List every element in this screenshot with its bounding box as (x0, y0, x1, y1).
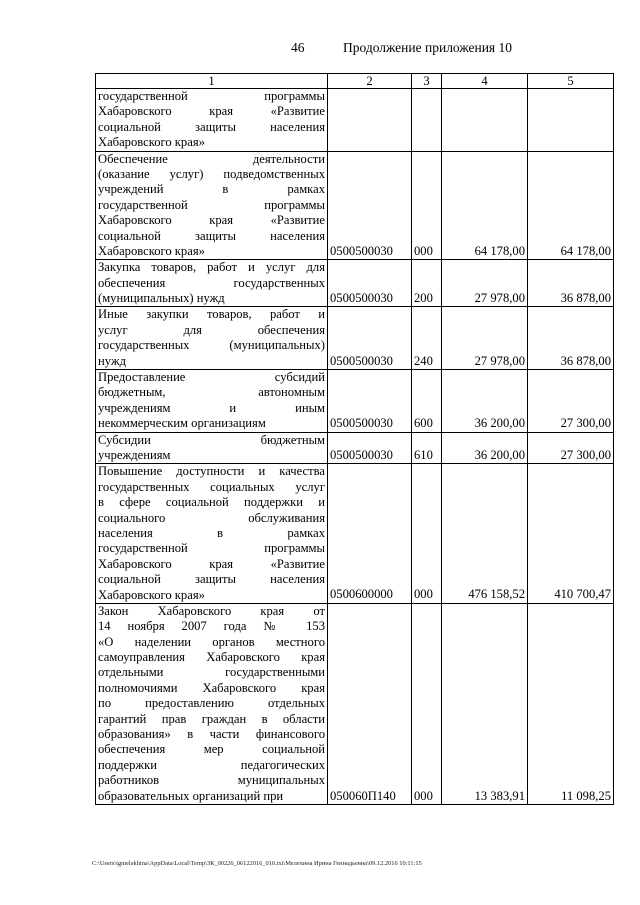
row-name-line: образовательных организаций при (98, 788, 284, 803)
amount-year2-cell: 27 300,00 (528, 370, 614, 433)
amount-year1-cell: 36 200,00 (442, 370, 528, 433)
row-name-line: (оказание услуг) подведомственных (98, 166, 325, 181)
amount-year1-cell (442, 89, 528, 152)
amount-year2-cell: 36 878,00 (528, 307, 614, 370)
row-name-line: населения в рамках (98, 525, 325, 540)
target-article-code-cell: 0500500030 (328, 432, 412, 464)
row-name-line: бюджетным, автономным (98, 385, 325, 400)
target-article-code-cell: 0500500030 (328, 307, 412, 370)
expense-type-code-cell: 000 (412, 603, 442, 804)
page-number: 46 (291, 40, 305, 55)
row-name-line: самоуправления Хабаровского края (98, 650, 325, 665)
row-name-line: Хабаровского края» (98, 243, 205, 258)
row-name-cell (96, 370, 328, 433)
row-name-line: Хабаровского края «Развитие (98, 104, 325, 119)
row-name-line: государственных (муниципальных) (98, 338, 325, 353)
document-path-footer: C:\Users\igmelekhina\AppData\Local\Temp\ЗК_00226_06122016_010.txt\Мелехина Ирина Геннадьевна\09.12.2016 10:11:15 (92, 860, 422, 867)
column-header-1: 1 (96, 74, 328, 89)
expense-type-code-cell: 610 (412, 432, 442, 464)
row-name-line: учреждений в рамках (98, 182, 325, 197)
column-header-4: 4 (442, 74, 528, 89)
expense-type-code-cell: 200 (412, 260, 442, 307)
row-name-line: в сфере социальной поддержки и (98, 495, 325, 510)
row-name-line: учреждениям (98, 447, 171, 462)
budget-table (95, 73, 614, 805)
amount-year1-cell: 13 383,91 (442, 603, 528, 804)
row-name-cell (96, 260, 328, 307)
amount-year2-cell: 36 878,00 (528, 260, 614, 307)
amount-year2-cell: 27 300,00 (528, 432, 614, 464)
table-row (96, 603, 614, 804)
row-name-cell (96, 464, 328, 604)
row-name-line: Повышение доступности и качества (98, 464, 325, 479)
column-header-2: 2 (328, 74, 412, 89)
expense-type-code-cell (412, 89, 442, 152)
row-name-line: обеспечения мер социальной (98, 742, 325, 757)
row-name-line: Закон Хабаровского края от (98, 603, 325, 618)
row-name-line: государственной программы (98, 89, 325, 103)
row-name-line: по предоставлению отдельных (98, 696, 325, 711)
row-name-line: образования» в части финансового (98, 727, 325, 742)
row-name-cell (96, 89, 328, 152)
row-name-line: поддержки педагогических (98, 757, 325, 772)
target-article-code-cell: 0500500030 (328, 370, 412, 433)
table-row (96, 370, 614, 433)
row-name-line: Хабаровского края «Развитие (98, 213, 325, 228)
table-row (96, 432, 614, 464)
table-row (96, 89, 614, 152)
table-row (96, 307, 614, 370)
table-body (96, 89, 614, 805)
page-header (0, 40, 640, 58)
row-name-line: обеспечения государственных (98, 275, 325, 290)
column-header-3: 3 (412, 74, 442, 89)
row-name-line: социальной защиты населения (98, 572, 325, 587)
row-name-line: Хабаровского края» (98, 587, 205, 602)
row-name-line: полномочиями Хабаровского края (98, 680, 325, 695)
expense-type-code-cell: 000 (412, 464, 442, 604)
row-name-line: учреждениям и иным (98, 400, 325, 415)
amount-year2-cell (528, 89, 614, 152)
row-name-line: работников муниципальных (98, 773, 325, 788)
table-header-row (96, 74, 614, 89)
row-name-line: «О наделении органов местного (98, 634, 325, 649)
row-name-line: государственной программы (98, 541, 325, 556)
amount-year1-cell: 64 178,00 (442, 151, 528, 260)
row-name-line: Хабаровского края «Развитие (98, 556, 325, 571)
row-name-line: социальной защиты населения (98, 119, 325, 134)
row-name-line: (муниципальных) нужд (98, 291, 225, 306)
target-article-code-cell (328, 89, 412, 152)
row-name-line: государственных социальных услуг (98, 479, 325, 494)
row-name-cell (96, 307, 328, 370)
row-name-line: Иные закупки товаров, работ и (98, 307, 325, 322)
expense-type-code-cell: 240 (412, 307, 442, 370)
row-name-line: отдельными государственными (98, 665, 325, 680)
amount-year2-cell: 410 700,47 (528, 464, 614, 604)
amount-year1-cell: 36 200,00 (442, 432, 528, 464)
amount-year1-cell: 27 978,00 (442, 307, 528, 370)
table-row (96, 151, 614, 260)
amount-year1-cell: 476 158,52 (442, 464, 528, 604)
target-article-code-cell: 0500500030 (328, 260, 412, 307)
row-name-line: гарантий прав граждан в области (98, 711, 325, 726)
row-name-line: нужд (98, 353, 126, 368)
row-name-line: Хабаровского края» (98, 135, 205, 150)
target-article-code-cell: 0500500030 (328, 151, 412, 260)
table-row (96, 260, 614, 307)
amount-year2-cell: 64 178,00 (528, 151, 614, 260)
amount-year2-cell: 11 098,25 (528, 603, 614, 804)
row-name-line: Обеспечение деятельности (98, 151, 325, 166)
row-name-line: Закупка товаров, работ и услуг для (98, 260, 325, 275)
amount-year1-cell: 27 978,00 (442, 260, 528, 307)
row-name-cell (96, 151, 328, 260)
expense-type-code-cell: 000 (412, 151, 442, 260)
column-header-5: 5 (528, 74, 614, 89)
row-name-line: Субсидии бюджетным (98, 432, 325, 447)
row-name-line: социальной защиты населения (98, 228, 325, 243)
target-article-code-cell: 0500600000 (328, 464, 412, 604)
row-name-line: услуг для обеспечения (98, 322, 325, 337)
target-article-code-cell: 050060П140 (328, 603, 412, 804)
row-name-line: некоммерческим организациям (98, 416, 266, 431)
row-name-line: государственной программы (98, 197, 325, 212)
row-name-cell (96, 432, 328, 464)
row-name-line: социального обслуживания (98, 510, 325, 525)
appendix-continuation-title: Продолжение приложения 10 (343, 40, 513, 55)
expense-type-code-cell: 600 (412, 370, 442, 433)
row-name-line: 14 ноября 2007 года № 153 (98, 619, 325, 634)
table-row (96, 464, 614, 604)
row-name-line: Предоставление субсидий (98, 370, 325, 385)
row-name-cell (96, 603, 328, 804)
